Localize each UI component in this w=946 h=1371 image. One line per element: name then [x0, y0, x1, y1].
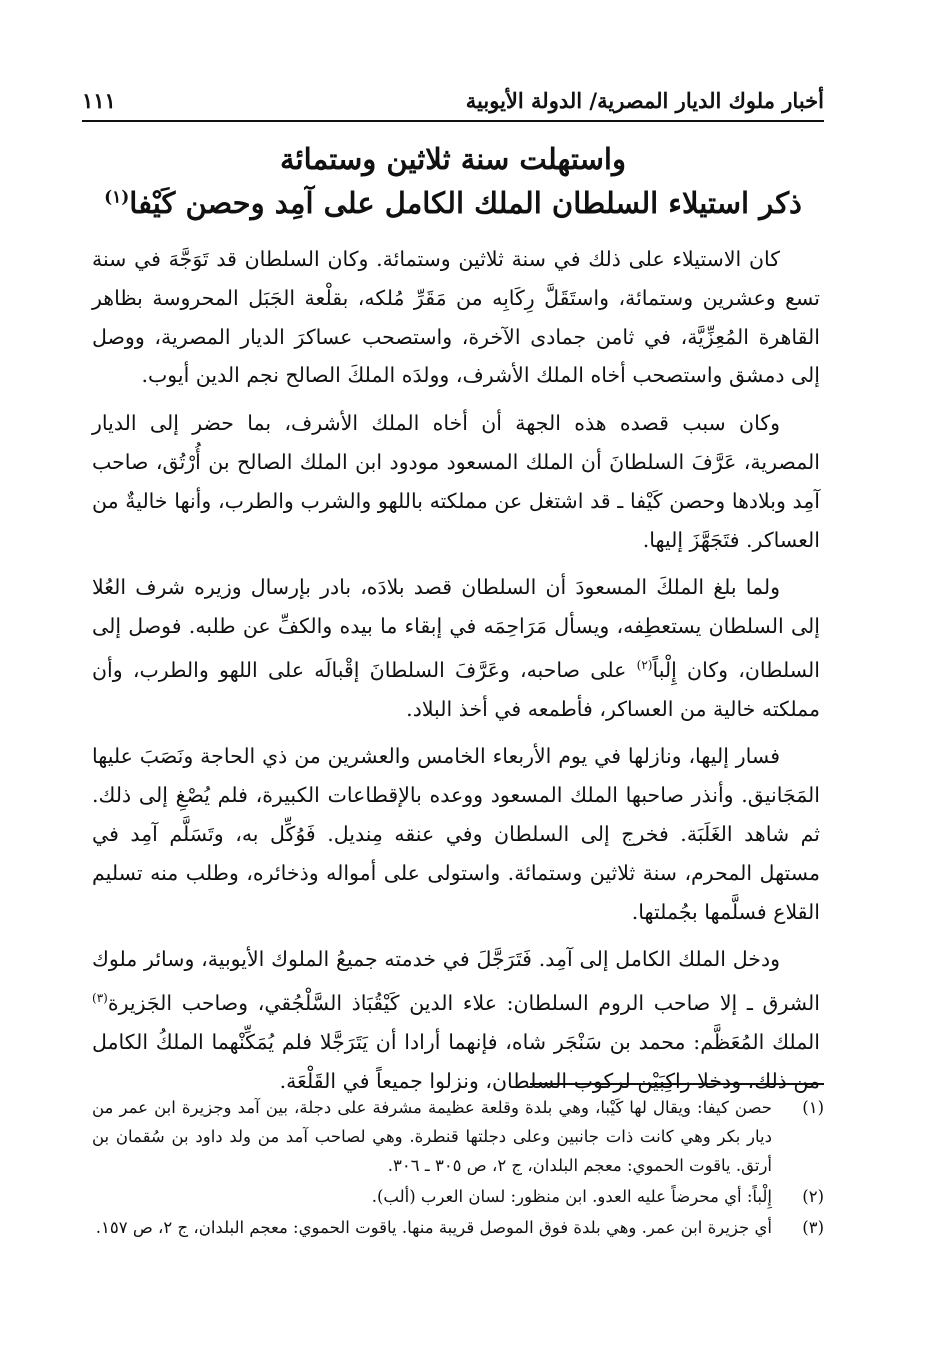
- paragraph-1: كان الاستيلاء على ذلك في سنة ثلاثين وستمائة. وكان السلطان قد تَوَجَّهَ في سنة تسع وعشرين وستمائة، واستَقَلَّ رِكَابِه من مَقَرِّ مُلكه، بقلْعة الجَبَل المحروسة بظاهر القاهرة المُعِزِّيَّة، في ثامن جمادى الآخرة، واستصحب عساكرَ الديار المصرية، ووصل إلى دمشق واستصحب أخاه الملك الأشرف، وولدَه الملكَ الصالح نجم الدين أيوب.: [92, 247, 820, 388]
- page-number: ١١١: [82, 87, 116, 113]
- year-heading: واستهلت سنة ثلاثين وستمائة: [280, 142, 626, 176]
- footnote-ref-3: (٣): [92, 991, 108, 1006]
- paragraph-4: فسار إليها، ونازلها في يوم الأربعاء الخامس والعشرين من ذي الحاجة ونَصَبَ عليها المَجَانيق. وأنذر صاحبها الملك المسعود ووعده بالإقطاعات الكبيرة، فلم يُصْغِ إلى ذلك. ثم شاهد الغَلَبَة. فخرج إلى السلطان وفي عنقه مِنديل. فَوُكِّل به، وتَسَلَّم آمِد في مستهل المحرم، سنة ثلاثين وستمائة. واستولى على أمواله وذخائره، وطلب منه تسليم القلاع فسلَّمها بجُملتها.: [92, 744, 820, 924]
- paragraph-3-part-2: على صاحبه، وعَرَّفَ السلطانَ إقْبالَه على اللهو والطرب، وأن مملكته خالية من العساكر، فأطمعه في أخذ البلاد.: [92, 657, 820, 721]
- body-text: [92, 240, 820, 1109]
- footnote-text: إِلْباً: أي محرضاً عليه العدو. ابن منظور: لسان العرب (ألب).: [371, 1187, 772, 1206]
- running-title: أخبار ملوك الديار المصرية/ الدولة الأيوبية: [465, 87, 824, 113]
- footnote-number: (٣): [802, 1218, 824, 1237]
- section-heading-text: ذكر استيلاء السلطان الملك الكامل على آمِد وحصن كَيْفا: [129, 186, 802, 220]
- paragraph-5-part-1: ودخل الملك الكامل إلى آمِد. فَتَرَجَّلَ في خدمته جميعُ الملوك الأيوبية، وسائر ملوك الشرق ـ إلا صاحب الروم السلطان: علاء الدين كَيْقُبَاذ السَّلْجُقي، وصاحب الجَزيرة: [92, 947, 820, 1015]
- footnote-3: [92, 1213, 824, 1242]
- footnote-ref-2: (٢): [636, 657, 653, 672]
- paragraph-5: [92, 940, 820, 1100]
- header-rule: [82, 120, 824, 122]
- paragraph-3: [92, 568, 820, 728]
- paragraph-5-part-2: الملك المُعَظَّم: محمد بن سَنْجَر شاه، فإنهما أرادا أن يَتَرَجَّلا فلم يُمَكِّنْهما الملكُ الكامل من ذلك، ودخلا راكِبَيْن لركوب السلطان، ونزلوا جميعاً في القَلْعَة.: [92, 1029, 820, 1093]
- footnote-number: (٢): [802, 1187, 824, 1206]
- footnote-rule: [530, 1083, 824, 1085]
- paragraph-3-part-1: ولما بلغ الملكَ المسعودَ أن السلطان قصد بلادَه، بادر بإرسال وزيره شرف العُلا إلى السلطان يستعطِفه، ويسأل مَرَاحِمَه في إبقاء ما بيده والكفِّ عن طلبه. فوصل إلى السلطان، وكان إِلْباً: [92, 575, 820, 682]
- paragraph-2: وكان سبب قصده هذه الجهة أن أخاه الملك الأشرف، بما حضر إلى الديار المصرية، عَرَّفَ السلطانَ أن الملك المسعود مودود ابن الملك الصالح بن أُرْتُق، صاحب آمِد وبلادها وحصن كَيْفا ـ قد اشتغل عن مملكته باللهو والشرب والطرب، وأنها خاليةٌ من العساكر. فتَجَهَّزَ إليها.: [92, 411, 820, 552]
- footnote-text: حصن كيفا: ويقال لها كَيْبا، وهي بلدة وقلعة عظيمة مشرفة على دجلة، بين آمد وجزيرة ابن عمر من ديار بكر وهي كانت ذات جانبين وعلى دجلتها قنطرة. وهي لصاحب آمد من ولد داود بن سُقمان بن أرتق. ياقوت الحموي: معجم البلدان، ج ٢، ص ٣٠٥ ـ ٣٠٦.: [92, 1098, 772, 1175]
- footnote-text: أي جزيرة ابن عمر. وهي بلدة فوق الموصل قريبة منها. ياقوت الحموي: معجم البلدان، ج ٢، ص ١٥٧.: [95, 1218, 772, 1237]
- running-header: [82, 82, 824, 118]
- footnote-number: (١): [802, 1098, 824, 1117]
- footnotes: [92, 1093, 824, 1244]
- section-heading: [82, 186, 824, 220]
- footnote-1: [92, 1093, 824, 1180]
- footnote-2: [92, 1182, 824, 1211]
- footnote-ref-1: (١): [104, 187, 130, 208]
